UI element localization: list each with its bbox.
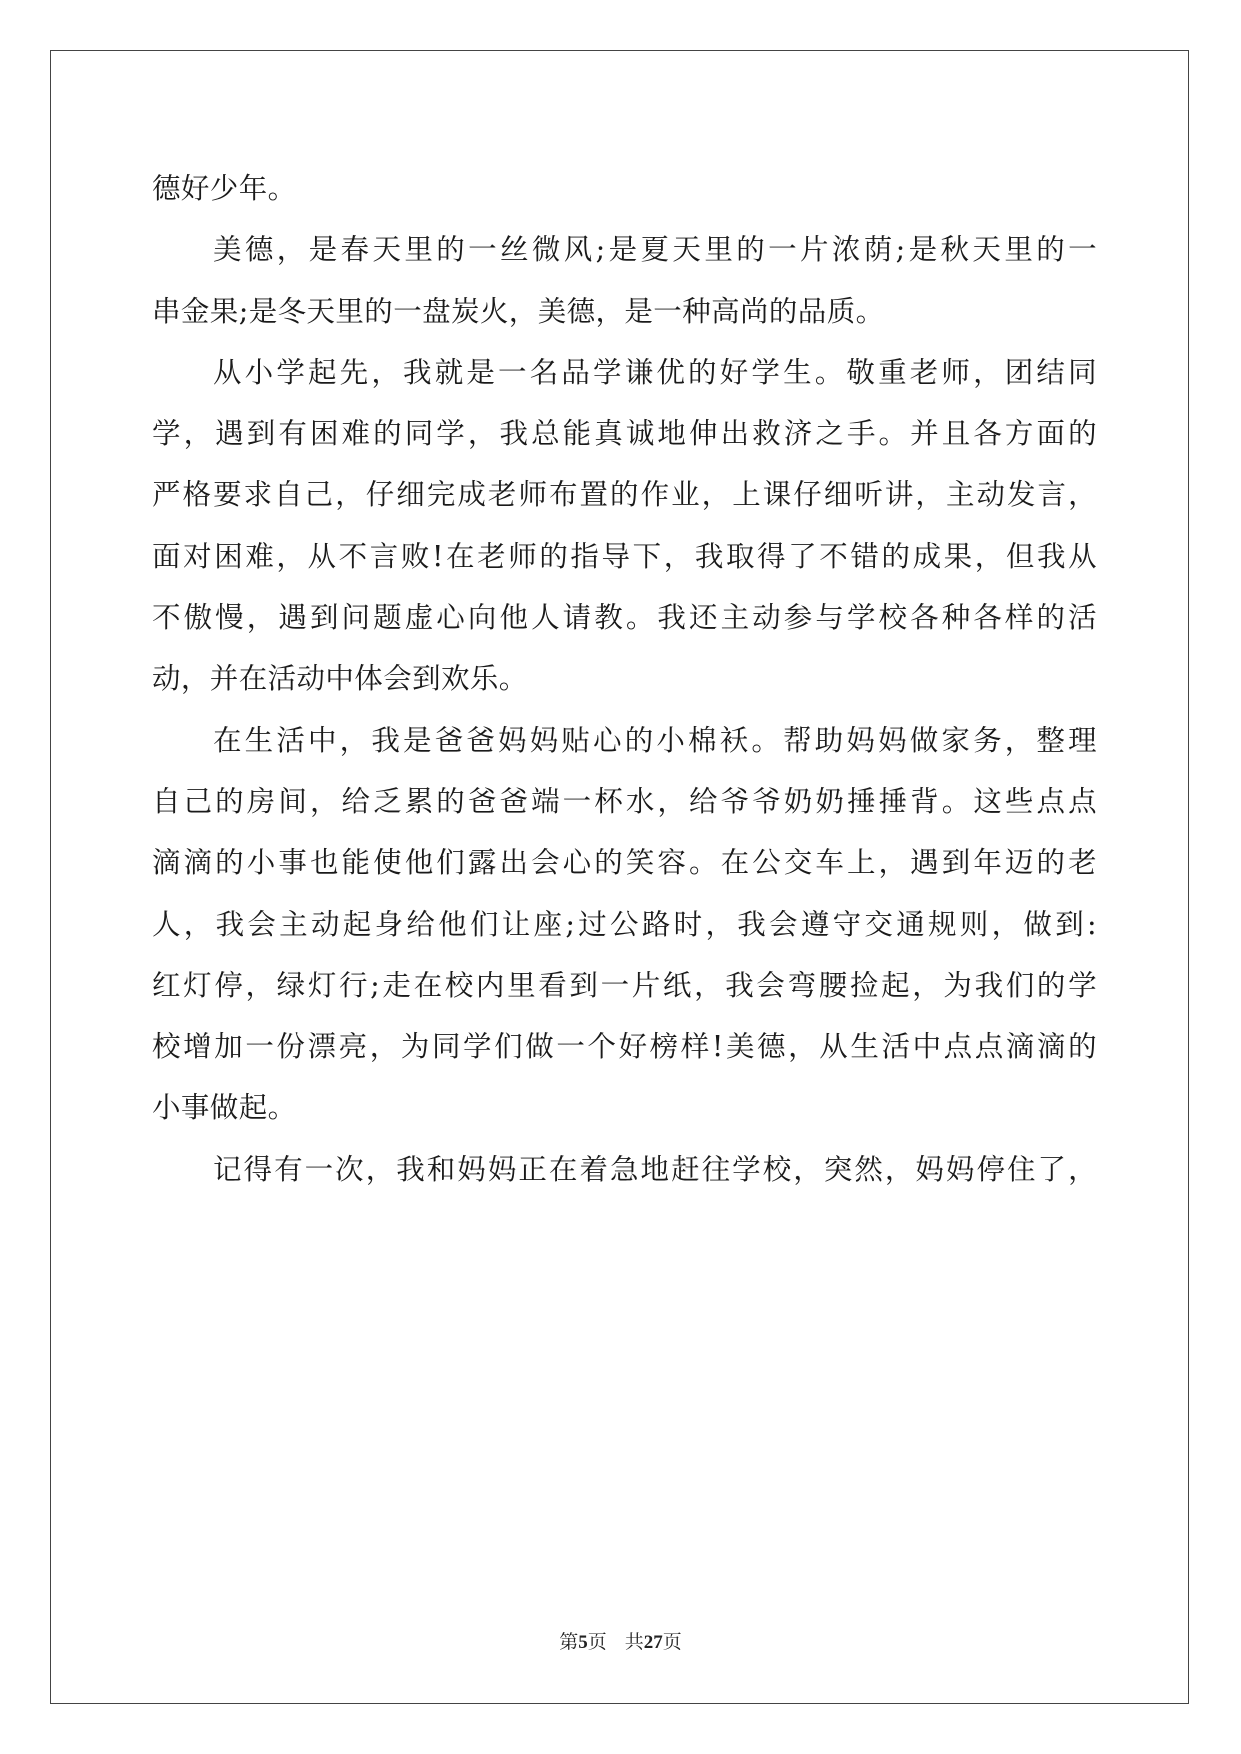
text-line: 人，我会主动起身给他们让座;过公路时，我会遵守交通规则，做到: xyxy=(152,907,1097,941)
text-line: 小事做起。 xyxy=(152,1091,297,1125)
page-number: 5 xyxy=(578,1632,588,1653)
page-suffix: 页 xyxy=(587,1632,607,1653)
text-line: 红灯停，绿灯行;走在校内里看到一片纸，我会弯腰捡起，为我们的学 xyxy=(152,968,1097,1002)
page-footer xyxy=(0,1627,1241,1654)
text-line: 面对困难，从不言败!在老师的指导下，我取得了不错的成果，但我从 xyxy=(152,539,1097,573)
total-prefix: 共 xyxy=(624,1632,644,1653)
text-line: 在生活中，我是爸爸妈妈贴心的小棉袄。帮助妈妈做家务，整理 xyxy=(213,723,1097,757)
text-line: 滴滴的小事也能使他们露出会心的笑容。在公交车上，遇到年迈的老 xyxy=(152,846,1097,880)
text-line: 学，遇到有困难的同学，我总能真诚地伸出救济之手。并且各方面的 xyxy=(152,417,1097,451)
text-line: 校增加一份漂亮，为同学们做一个好榜样!美德，从生活中点点滴滴的 xyxy=(152,1030,1097,1064)
text-line: 美德，是春天里的一丝微风;是夏天里的一片浓荫;是秋天里的一 xyxy=(213,233,1097,267)
text-line: 从小学起先，我就是一名品学谦优的好学生。敬重老师，团结同 xyxy=(213,355,1097,389)
text-line: 不傲慢，遇到问题虚心向他人请教。我还主动参与学校各种各样的活 xyxy=(152,601,1097,635)
total-suffix: 页 xyxy=(662,1632,682,1653)
document-body xyxy=(152,158,1097,1200)
text-line: 串金果;是冬天里的一盘炭火，美德，是一种高尚的品质。 xyxy=(152,294,885,328)
total-pages: 27 xyxy=(643,1632,663,1653)
text-line: 记得有一次，我和妈妈正在着急地赶往学校，突然，妈妈停住了， xyxy=(213,1152,1097,1186)
page-prefix: 第 xyxy=(559,1632,579,1653)
text-line: 自己的房间，给乏累的爸爸端一杯水，给爷爷奶奶捶捶背。这些点点 xyxy=(152,784,1097,818)
text-line: 动，并在活动中体会到欢乐。 xyxy=(152,662,528,696)
text-line: 严格要求自己，仔细完成老师布置的作业，上课仔细听讲，主动发言， xyxy=(152,478,1097,512)
text-line: 德好少年。 xyxy=(152,172,297,205)
